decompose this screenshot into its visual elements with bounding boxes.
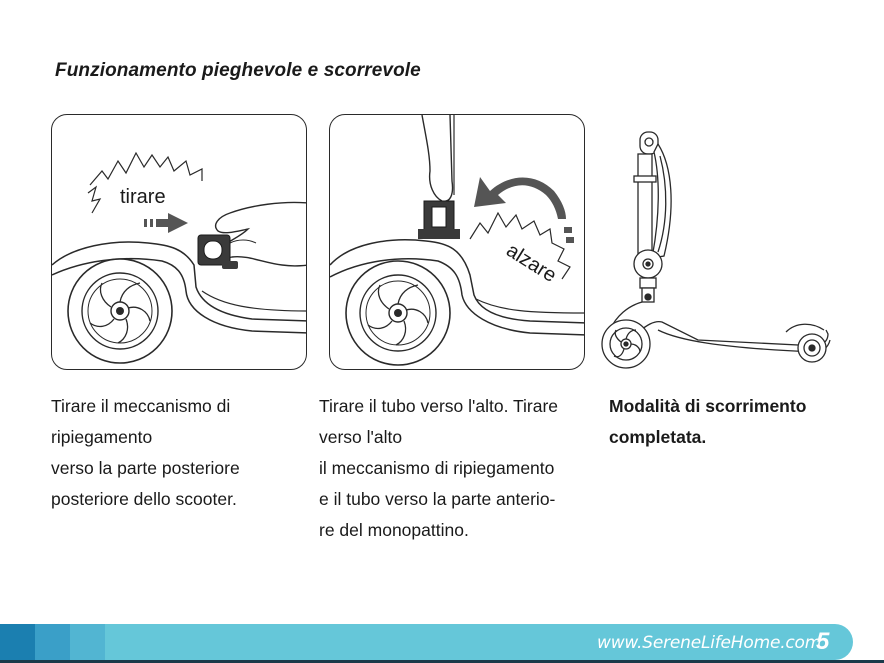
step-1-line: Tirare il meccanismo di <box>51 396 231 416</box>
website-link[interactable]: www.SereneLifeHome.com <box>597 633 822 653</box>
footer-block <box>70 624 105 660</box>
step-3-description <box>609 391 806 453</box>
step-3-line: completata. <box>609 427 707 447</box>
step-2-description <box>319 391 558 546</box>
step-1-line: ripiegamento <box>51 427 153 447</box>
step-2-line: re del monopattino. <box>319 520 469 540</box>
pull-label: tirare <box>120 186 166 208</box>
lift-tube-drawing <box>330 115 585 370</box>
hand-shape <box>422 115 453 201</box>
scooter-drawing <box>598 126 838 376</box>
lift-arrow-icon <box>474 177 566 219</box>
step-1-description <box>51 391 240 515</box>
step-1-line: verso la parte posteriore <box>51 458 240 478</box>
page-title: Funzionamento pieghevole e scorrevole <box>55 60 421 81</box>
page-number: 5 <box>816 628 830 655</box>
footer-block <box>0 624 35 660</box>
page-footer <box>0 624 884 663</box>
footer-block <box>35 624 70 660</box>
pull-arrow-icon <box>168 213 188 233</box>
lift-label: alzare <box>502 239 561 287</box>
step-2-line: verso l'alto <box>319 427 403 447</box>
step-1-line: posteriore dello scooter. <box>51 489 237 509</box>
step-2-line: Tirare il tubo verso l'alto. Tirare <box>319 396 559 416</box>
step-3-line: Modalità di scorrimento <box>609 396 807 416</box>
pull-mechanism-drawing <box>52 115 307 370</box>
step-2-line: e il tubo verso la parte anterio- <box>319 489 556 509</box>
illustration-completed-scooter <box>598 126 838 381</box>
burst-lines <box>90 153 202 185</box>
illustration-lift-tube <box>329 114 585 370</box>
step-2-line: il meccanismo di ripiegamento <box>319 458 555 478</box>
illustration-pull-mechanism <box>51 114 307 370</box>
